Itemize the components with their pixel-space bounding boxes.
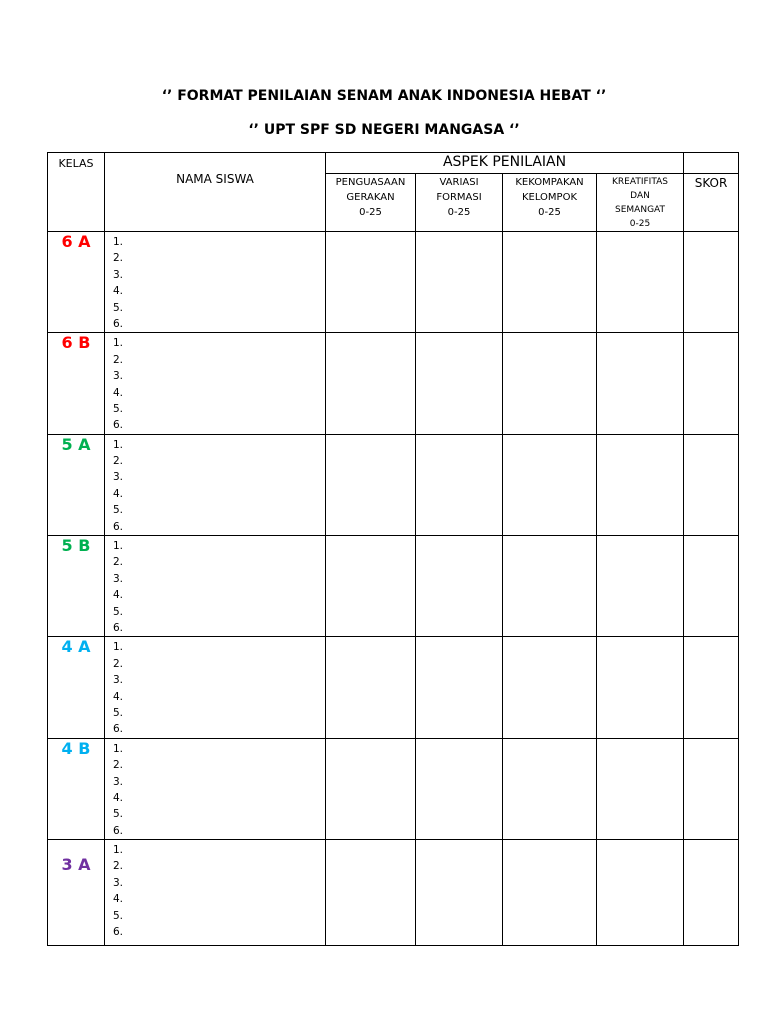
student-number: 6. [113,621,124,634]
header-aspect-penguasaan [326,174,416,232]
class-label [48,434,105,535]
header-aspect-kreatifitas [597,174,684,232]
score-cell-kekompakan[interactable] [503,232,597,333]
score-cell-variasi[interactable] [416,637,503,738]
student-number: 3. [113,876,124,889]
score-cell-variasi[interactable] [416,434,503,535]
student-number: 2. [113,860,124,873]
score-cell-skor[interactable] [684,232,739,333]
student-number: 5. [113,808,124,821]
class-row-4b [48,738,739,839]
student-number: 1. [113,742,124,755]
student-number: 4. [113,893,124,906]
aspect-label: GERAKAN [346,192,395,203]
header-aspect-variasi [416,174,503,232]
student-list[interactable] [105,333,326,434]
score-cell-kekompakan[interactable] [503,434,597,535]
class-row-4a [48,637,739,738]
class-label [48,637,105,738]
score-cell-skor[interactable] [684,536,739,637]
aspect-label: KREATIFITAS [612,177,668,187]
score-cell-variasi[interactable] [416,840,503,946]
student-list[interactable] [105,232,326,333]
student-number: 2. [113,657,124,670]
student-number: 2. [113,252,124,265]
header-aspek-penilaian: ASPEK PENILAIAN [326,153,684,174]
class-label [48,738,105,839]
score-cell-kreatifitas[interactable] [597,738,684,839]
class-label-text: 4 B [61,738,91,758]
student-number: 6. [113,824,124,837]
class-label-text: 5 B [61,536,91,556]
aspect-range: 0-25 [359,207,382,218]
student-number: 3. [113,268,124,281]
class-label-text: 5 A [61,434,91,454]
student-list[interactable] [105,536,326,637]
aspect-label: FORMASI [436,192,482,203]
aspect-label: KELOMPOK [521,192,578,203]
class-row-5a [48,434,739,535]
score-cell-kreatifitas[interactable] [597,536,684,637]
score-cell-penguasaan[interactable] [326,840,416,946]
student-list[interactable] [105,637,326,738]
student-number: 1. [113,337,124,350]
student-number: 4. [113,791,124,804]
student-number: 5. [113,706,124,719]
student-number: 6. [113,723,124,736]
score-cell-variasi[interactable] [416,738,503,839]
student-list[interactable] [105,738,326,839]
header-kelas: KELAS [48,153,105,232]
class-label [48,840,105,946]
class-label [48,232,105,333]
header-nama-siswa [105,153,326,232]
student-number: 1. [113,236,124,248]
aspect-label: PENGUASAAN [335,177,406,188]
score-cell-kekompakan[interactable] [503,738,597,839]
class-label-text: 6 A [61,232,91,251]
score-cell-kreatifitas[interactable] [597,434,684,535]
student-number: 3. [113,674,124,687]
score-cell-penguasaan[interactable] [326,434,416,535]
score-cell-penguasaan[interactable] [326,333,416,434]
student-number: 2. [113,759,124,772]
student-number: 3. [113,572,124,585]
class-label [48,333,105,434]
score-cell-kekompakan[interactable] [503,333,597,434]
header-blank [684,153,739,174]
document-title: ‘’ FORMAT PENILAIAN SENAM ANAK INDONESIA HEBAT ‘’ [161,88,607,104]
score-cell-kekompakan[interactable] [503,840,597,946]
score-cell-penguasaan[interactable] [326,738,416,839]
student-number: 2. [113,556,124,569]
score-cell-kreatifitas[interactable] [597,232,684,333]
score-cell-skor[interactable] [684,637,739,738]
student-number: 3. [113,471,124,484]
assessment-table [47,152,739,946]
student-number: 4. [113,285,124,298]
student-number: 2. [113,455,124,468]
aspect-range: 0-25 [538,207,561,218]
score-cell-kreatifitas[interactable] [597,637,684,738]
score-cell-kekompakan[interactable] [503,536,597,637]
aspect-range: 0-25 [629,219,651,229]
student-number: 1. [113,540,124,553]
class-row-6a [48,232,739,333]
student-number: 5. [113,504,124,517]
score-cell-kekompakan[interactable] [503,637,597,738]
class-row-5b [48,536,739,637]
student-number: 3. [113,370,124,383]
score-cell-penguasaan[interactable] [326,536,416,637]
score-cell-kreatifitas[interactable] [597,840,684,946]
score-cell-penguasaan[interactable] [326,232,416,333]
score-cell-skor[interactable] [684,434,739,535]
header-aspect-kekompakan [503,174,597,232]
header-nama-siswa-label: NAMA SISWA [176,172,254,186]
student-list[interactable] [105,840,326,946]
student-number: 6. [113,520,124,533]
score-cell-skor[interactable] [684,738,739,839]
aspect-label: DAN [630,191,650,201]
header-skor: SKOR [684,174,739,232]
student-number: 5. [113,301,124,314]
score-cell-kreatifitas[interactable] [597,333,684,434]
score-cell-variasi[interactable] [416,536,503,637]
school-subtitle: ‘’ UPT SPF SD NEGERI MANGASA ‘’ [248,122,520,138]
student-number: 1. [113,844,124,857]
class-label-text: 3 A [61,855,91,875]
aspect-label: SEMANGAT [615,205,665,215]
student-number: 5. [113,605,124,618]
aspect-label: KEKOMPAKAN [515,177,584,188]
student-number: 2. [113,353,124,366]
aspect-range: 0-25 [447,207,471,218]
score-cell-skor[interactable] [684,840,739,946]
class-label-text: 6 B [61,333,91,353]
student-number: 6. [113,926,124,939]
student-number: 3. [113,775,124,788]
student-number: 4. [113,487,124,500]
student-number: 6. [113,317,124,330]
aspect-label: VARIASI [439,177,479,188]
student-number: 1. [113,641,124,654]
class-label-text: 4 A [61,637,91,657]
class-row-3a [48,840,739,946]
score-cell-variasi[interactable] [416,333,503,434]
student-number: 1. [113,438,124,451]
student-number: 4. [113,690,124,703]
score-cell-variasi[interactable] [416,232,503,333]
student-list[interactable] [105,434,326,535]
student-number: 5. [113,402,124,415]
class-label [48,536,105,637]
student-number: 5. [113,909,124,922]
student-number: 4. [113,386,124,399]
student-number: 6. [113,419,124,432]
class-row-6b [48,333,739,434]
score-cell-penguasaan[interactable] [326,637,416,738]
student-number: 4. [113,589,124,602]
score-cell-skor[interactable] [684,333,739,434]
